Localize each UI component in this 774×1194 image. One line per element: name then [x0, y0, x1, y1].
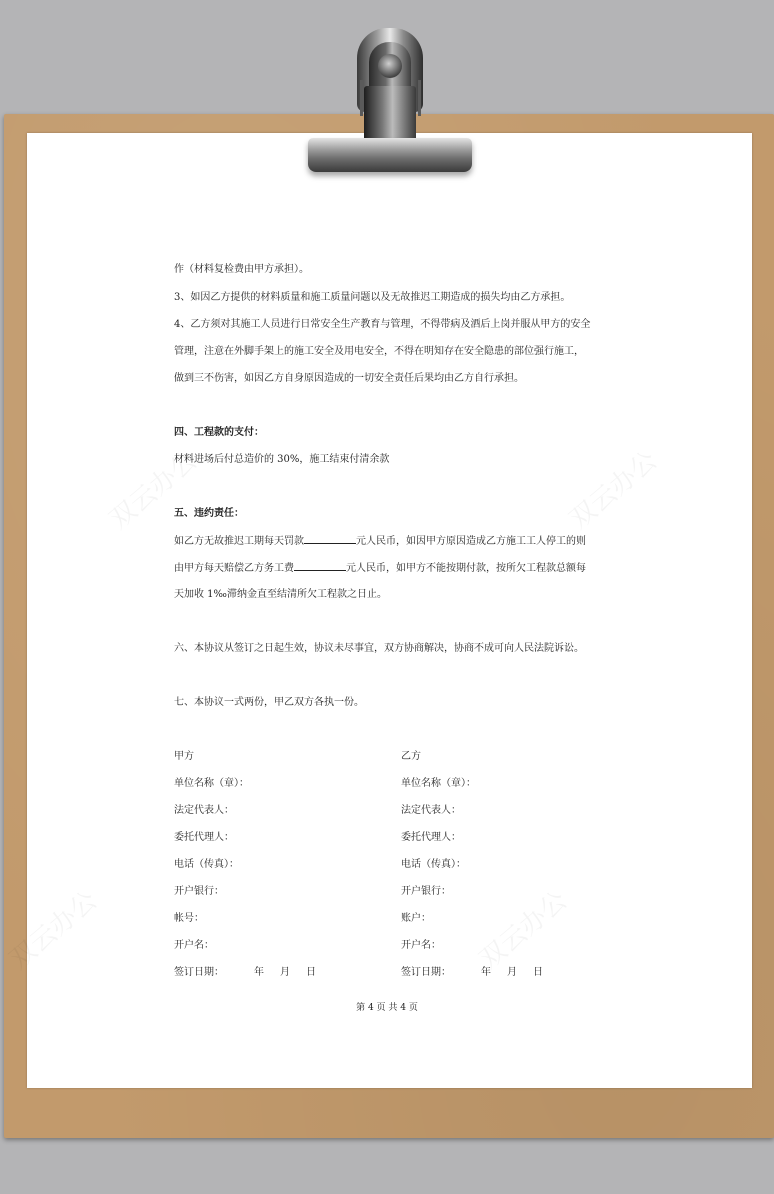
section-paragraph: 七、本协议一式两份，甲乙双方各执一份。	[174, 697, 364, 708]
party-a-bank: 开户银行：	[174, 886, 224, 897]
party-a-title: 甲方	[174, 751, 194, 762]
party-b-date	[401, 966, 543, 980]
text-fragment: 如乙方无故推迟工期每天罚款	[174, 536, 304, 547]
text-line	[174, 534, 586, 549]
party-b-rep: 法定代表人：	[401, 805, 461, 816]
section-heading: 四、工程款的支付：	[174, 427, 264, 438]
text-line: 管理，注意在外脚手架上的施工安全及用电安全，不得在明知存在安全隐患的部位强行施工，	[174, 346, 584, 357]
text-line: 天加收 1‰滞纳金直至结清所欠工程款之日止。	[174, 589, 387, 600]
section-heading: 五、违约责任：	[174, 508, 244, 519]
date-month: 月	[507, 967, 517, 978]
binder-clip	[300, 26, 480, 176]
party-a-phone: 电话（传真）：	[174, 859, 239, 870]
blank-line	[304, 534, 356, 544]
text-line: 3、如因乙方提供的材料质量和施工质量问题以及无故推迟工期造成的损失均由乙方承担。	[174, 292, 571, 303]
party-b-holder: 开户名：	[401, 940, 441, 951]
party-b-account: 账户：	[401, 913, 431, 924]
date-label: 签订日期：	[174, 967, 224, 978]
page-number: 第 4 页 共 4 页	[356, 1003, 418, 1013]
date-year: 年	[481, 967, 491, 978]
text-line	[174, 561, 586, 576]
date-day: 日	[306, 967, 316, 978]
text-line: 4、乙方须对其施工人员进行日常安全生产教育与管理，不得带病及酒后上岗并服从甲方的安全	[174, 319, 591, 330]
text-line: 作（材料复检费由甲方承担）。	[174, 264, 309, 275]
party-b-title: 乙方	[401, 751, 421, 762]
date-day: 日	[533, 967, 543, 978]
party-a-holder: 开户名：	[174, 940, 214, 951]
section-paragraph: 六、本协议从签订之日起生效，协议未尽事宜，双方协商解决，协商不成可向人民法院诉讼。	[174, 643, 584, 654]
party-a-date	[174, 966, 316, 980]
party-a-unit: 单位名称（章）：	[174, 778, 249, 789]
blank-line	[294, 561, 346, 571]
party-b-unit: 单位名称（章）：	[401, 778, 476, 789]
text-fragment: 元人民币，如甲方不能按期付款，按所欠工程款总额每	[346, 563, 586, 574]
party-a-account: 帐号：	[174, 913, 204, 924]
date-month: 月	[280, 967, 290, 978]
text-fragment: 元人民币，如因甲方原因造成乙方施工工人停工的则	[356, 536, 586, 547]
party-a-rep: 法定代表人：	[174, 805, 234, 816]
text-fragment: 由甲方每天赔偿乙方务工费	[174, 563, 294, 574]
text-line: 做到三不伤害，如因乙方自身原因造成的一切安全责任后果均由乙方自行承担。	[174, 373, 524, 384]
party-b-agent: 委托代理人：	[401, 832, 461, 843]
text-line: 材料进场后付总造价的 30%，施工结束付清余款	[174, 454, 390, 465]
document-page	[27, 133, 752, 1088]
date-year: 年	[254, 967, 264, 978]
date-label: 签订日期：	[401, 967, 451, 978]
party-b-phone: 电话（传真）：	[401, 859, 466, 870]
party-b-bank: 开户银行：	[401, 886, 451, 897]
party-a-agent: 委托代理人：	[174, 832, 234, 843]
